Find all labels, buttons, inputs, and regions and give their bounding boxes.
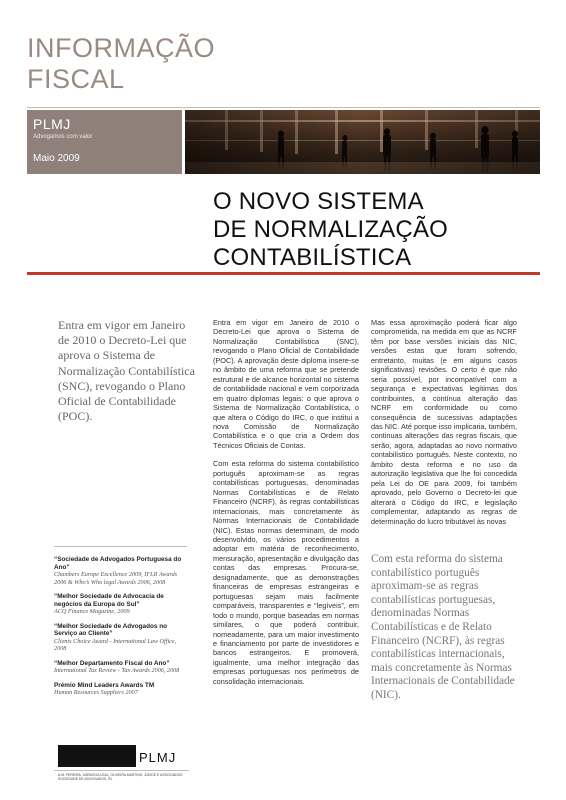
header-photo (185, 110, 540, 174)
masthead-divider (27, 107, 540, 108)
footer-fine-print: A.M. PEREIRA, SÁRAGGA LEAL, OLIVEIRA MARTINS, JÚDICE E ASSOCIADOS SOCIEDADE DE ADVOGADOS, RL (58, 773, 183, 782)
award-item (54, 660, 188, 675)
article-title-line-1: O NOVO SISTEMA (213, 188, 424, 215)
award-name: “Melhor Departamento Fiscal do Ano” (54, 659, 170, 667)
body-paragraph: Entra em vigor em Janeiro de 2010 o Decreto-Lei que aprova o Sistema de Normalização Contabilística (SNC), revogando o Plano Oficial de Contabilidade (POC). A aprovação deste diploma insere-se no âmbito de uma reforma que se pretende estrutural e de alcance horizontal no sistema de contabilidade nacional e vem corporizada em quatro diplomas legais: o que aprova o Sistema de Normalização Contabilística, o que altera o Código do IRC, o que institui a nova Comissão de Normalização Contabilística e o que cria a Ordem dos Técnicos Oficiais de Contas. (213, 318, 359, 450)
body-column-1 (213, 318, 359, 695)
award-name: “Sociedade de Advogados Portuguesa do Ano” (54, 556, 182, 571)
masthead-line-1: INFORMAÇÃO (27, 33, 216, 63)
award-name: “Melhor Sociedade de Advogados no Serviço ao Cliente” (54, 622, 168, 638)
issue-date: Maio 2009 (33, 153, 80, 164)
article-title-line-3: CONTABILÍSTICA (213, 244, 412, 271)
award-item (54, 593, 188, 616)
award-source: ACQ Finance Magazine, 2009 (54, 608, 130, 616)
body-paragraph: Mas essa aproximação poderá ficar algo comprometida, na medida em que as NCRF têm por base versões iniciais das NIC, versões estas que foram sofrendo, entretanto, muitas (e em alguns casos significativas) revisões. O certo é que não seria possível, por incompatível com a segurança e expectativas legítimas dos contribuintes, a contínua alteração das NCRF em conformidade ou como consequência de sucessivas adaptações das NIC. Até porque isso implicaria, também, continuas alterações das regras fiscais, que serão, agora, adaptadas ao novo normativo contabilístico português. Neste contexto, no âmbito desta reforma e no uso da autorização legislativa que lhe foi concedida pela Lei do OE para 2009, foi também aprovado, pelo Governo o Decreto-lei que alterará o Código do IRC, e legislação complementar, adaptando as regras de determinação do lucro tributável às novas (371, 318, 517, 526)
awards-list (54, 556, 188, 704)
body-paragraph: Com esta reforma do sistema contabilístico português aproximam-se as regras contabilísticas portuguesas, denominadas Normas Contabilísticas e de Relato Financeiro (NCRF), às regras contabilísticas internacionais, mais concretamente às Normas Internacionais de Contabilidade (NIC). Estas normas determinam, de modo desenvolvido, os vários procedimentos a adoptar em matéria de reconhecimento, mensuração, apresentação e divulgação das contas das empresas. Procura-se, designadamente, que as demonstrações financeiras de empresas estrangeiras e portuguesas sejam mais facilmente comparáveis, transparentes e “legíveis”, em todo o mundo, porque baseadas em normas similares, o que poderá contribuir, nomeadamente, para um maior investimento e financiamento por parte de investidores e bancos estrangeiros. E promoverá, igualmente, uma melhor integração das empresas portuguesas nos perímetros de consolidação internacionais. (213, 459, 359, 686)
award-source: International Tax Review - Tax Awards 2006, 2008 (54, 667, 180, 675)
award-source: Clients Choice Award - International Law Office, 2008 (54, 637, 177, 653)
award-item (54, 556, 188, 586)
award-name: “Melhor Sociedade de Advocacia de negócios da Europa do Sul” (54, 593, 164, 608)
masthead-title (27, 33, 287, 95)
masthead-line-2: FISCAL (27, 64, 125, 94)
article-title (213, 188, 533, 272)
award-source: Chambers Europe Excellence 2009, IFLR Awards 2006 & Who’s Who legal Awards 2006, 2008 (54, 571, 178, 586)
body-column-2 (371, 318, 517, 535)
title-divider (27, 272, 540, 275)
award-item (54, 623, 188, 653)
footer-logo-block (58, 745, 136, 767)
awards-divider (54, 546, 187, 547)
brand-tagline: Advogamos com valor (33, 134, 93, 140)
pull-quote: Com esta reforma do sistema contabilístico português aproximam-se as regras contabilísticas portuguesas, denominadas Normas Contabilísticas e de Relato Financeiro (NCRF), às regras contabilísticas internacionais, mais concretamente às Normas Internacionais de Contabilidade (NIC). (371, 553, 515, 701)
footer-logo-text: PLMJ (139, 750, 177, 765)
award-source: Human Resources Suppliers 2007 (54, 689, 138, 697)
article-title-line-2: DE NORMALIZAÇÃO (213, 216, 449, 243)
header-photo-image (185, 110, 540, 174)
brand-box (27, 110, 182, 174)
footer-divider (54, 770, 189, 771)
brand-name: PLMJ (33, 116, 71, 132)
award-name: Prémio Mind Leaders Awards TM (54, 681, 155, 689)
award-item (54, 682, 188, 697)
lead-paragraph: Entra em vigor em Janeiro de 2010 o Decreto-Lei que aprova o Sistema de Normalização Contabilística (SNC), revogando o Plano Oficial de Contabilidade (POC). (58, 318, 195, 424)
